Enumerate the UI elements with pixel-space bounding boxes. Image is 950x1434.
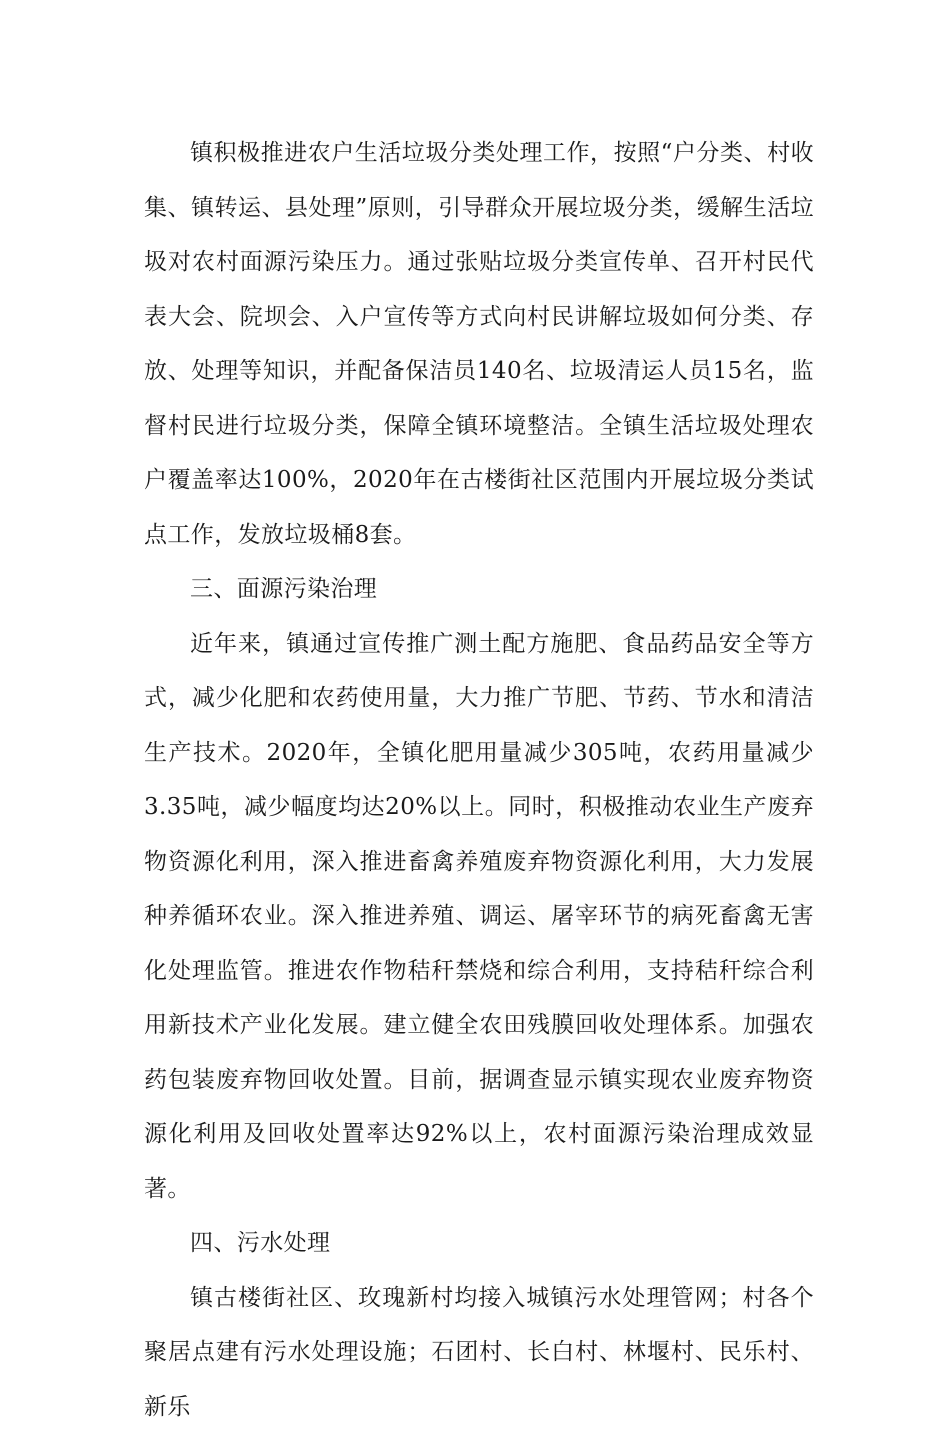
paragraph-waste-sorting: 镇积极推进农户生活垃圾分类处理工作，按照“户分类、村收集、镇转运、县处理”原则，引导群众开展垃圾分类，缓解生活垃圾对农村面源污染压力。通过张贴垃圾分类宣传单、召开村民代表大会、院坝会、入户宣传等方式向村民讲解垃圾如何分类、存放、处理等知识，并配备保洁员140名、垃圾清运人员15名，监督村民进行垃圾分类，保障全镇环境整洁。全镇生活垃圾处理农户覆盖率达100%，2020年在古楼街社区范围内开展垃圾分类试点工作，发放垃圾桶8套。 [144, 126, 814, 562]
section-heading-nonpoint-pollution: 三、面源污染治理 [144, 562, 814, 617]
paragraph-nonpoint-pollution: 近年来，镇通过宣传推广测土配方施肥、食品药品安全等方式，减少化肥和农药使用量，大力推广节肥、节药、节水和清洁生产技术。2020年，全镇化肥用量减少305吨，农药用量减少3.35吨，减少幅度均达20%以上。同时，积极推动农业生产废弃物资源化利用，深入推进畜禽养殖废弃物资源化利用，大力发展种养循环农业。深入推进养殖、调运、屠宰环节的病死畜禽无害化处理监管。推进农作物秸秆禁烧和综合利用，支持秸秆综合利用新技术产业化发展。建立健全农田残膜回收处理体系。加强农药包装废弃物回收处置。目前，据调查显示镇实现农业废弃物资源化利用及回收处置率达92%以上，农村面源污染治理成效显著。 [144, 617, 814, 1217]
paragraph-sewage: 镇古楼街社区、玫瑰新村均接入城镇污水处理管网；村各个聚居点建有污水处理设施；石团村、长白村、林堰村、民乐村、新乐 [144, 1271, 814, 1434]
document-body [144, 126, 814, 1434]
section-heading-sewage: 四、污水处理 [144, 1216, 814, 1271]
